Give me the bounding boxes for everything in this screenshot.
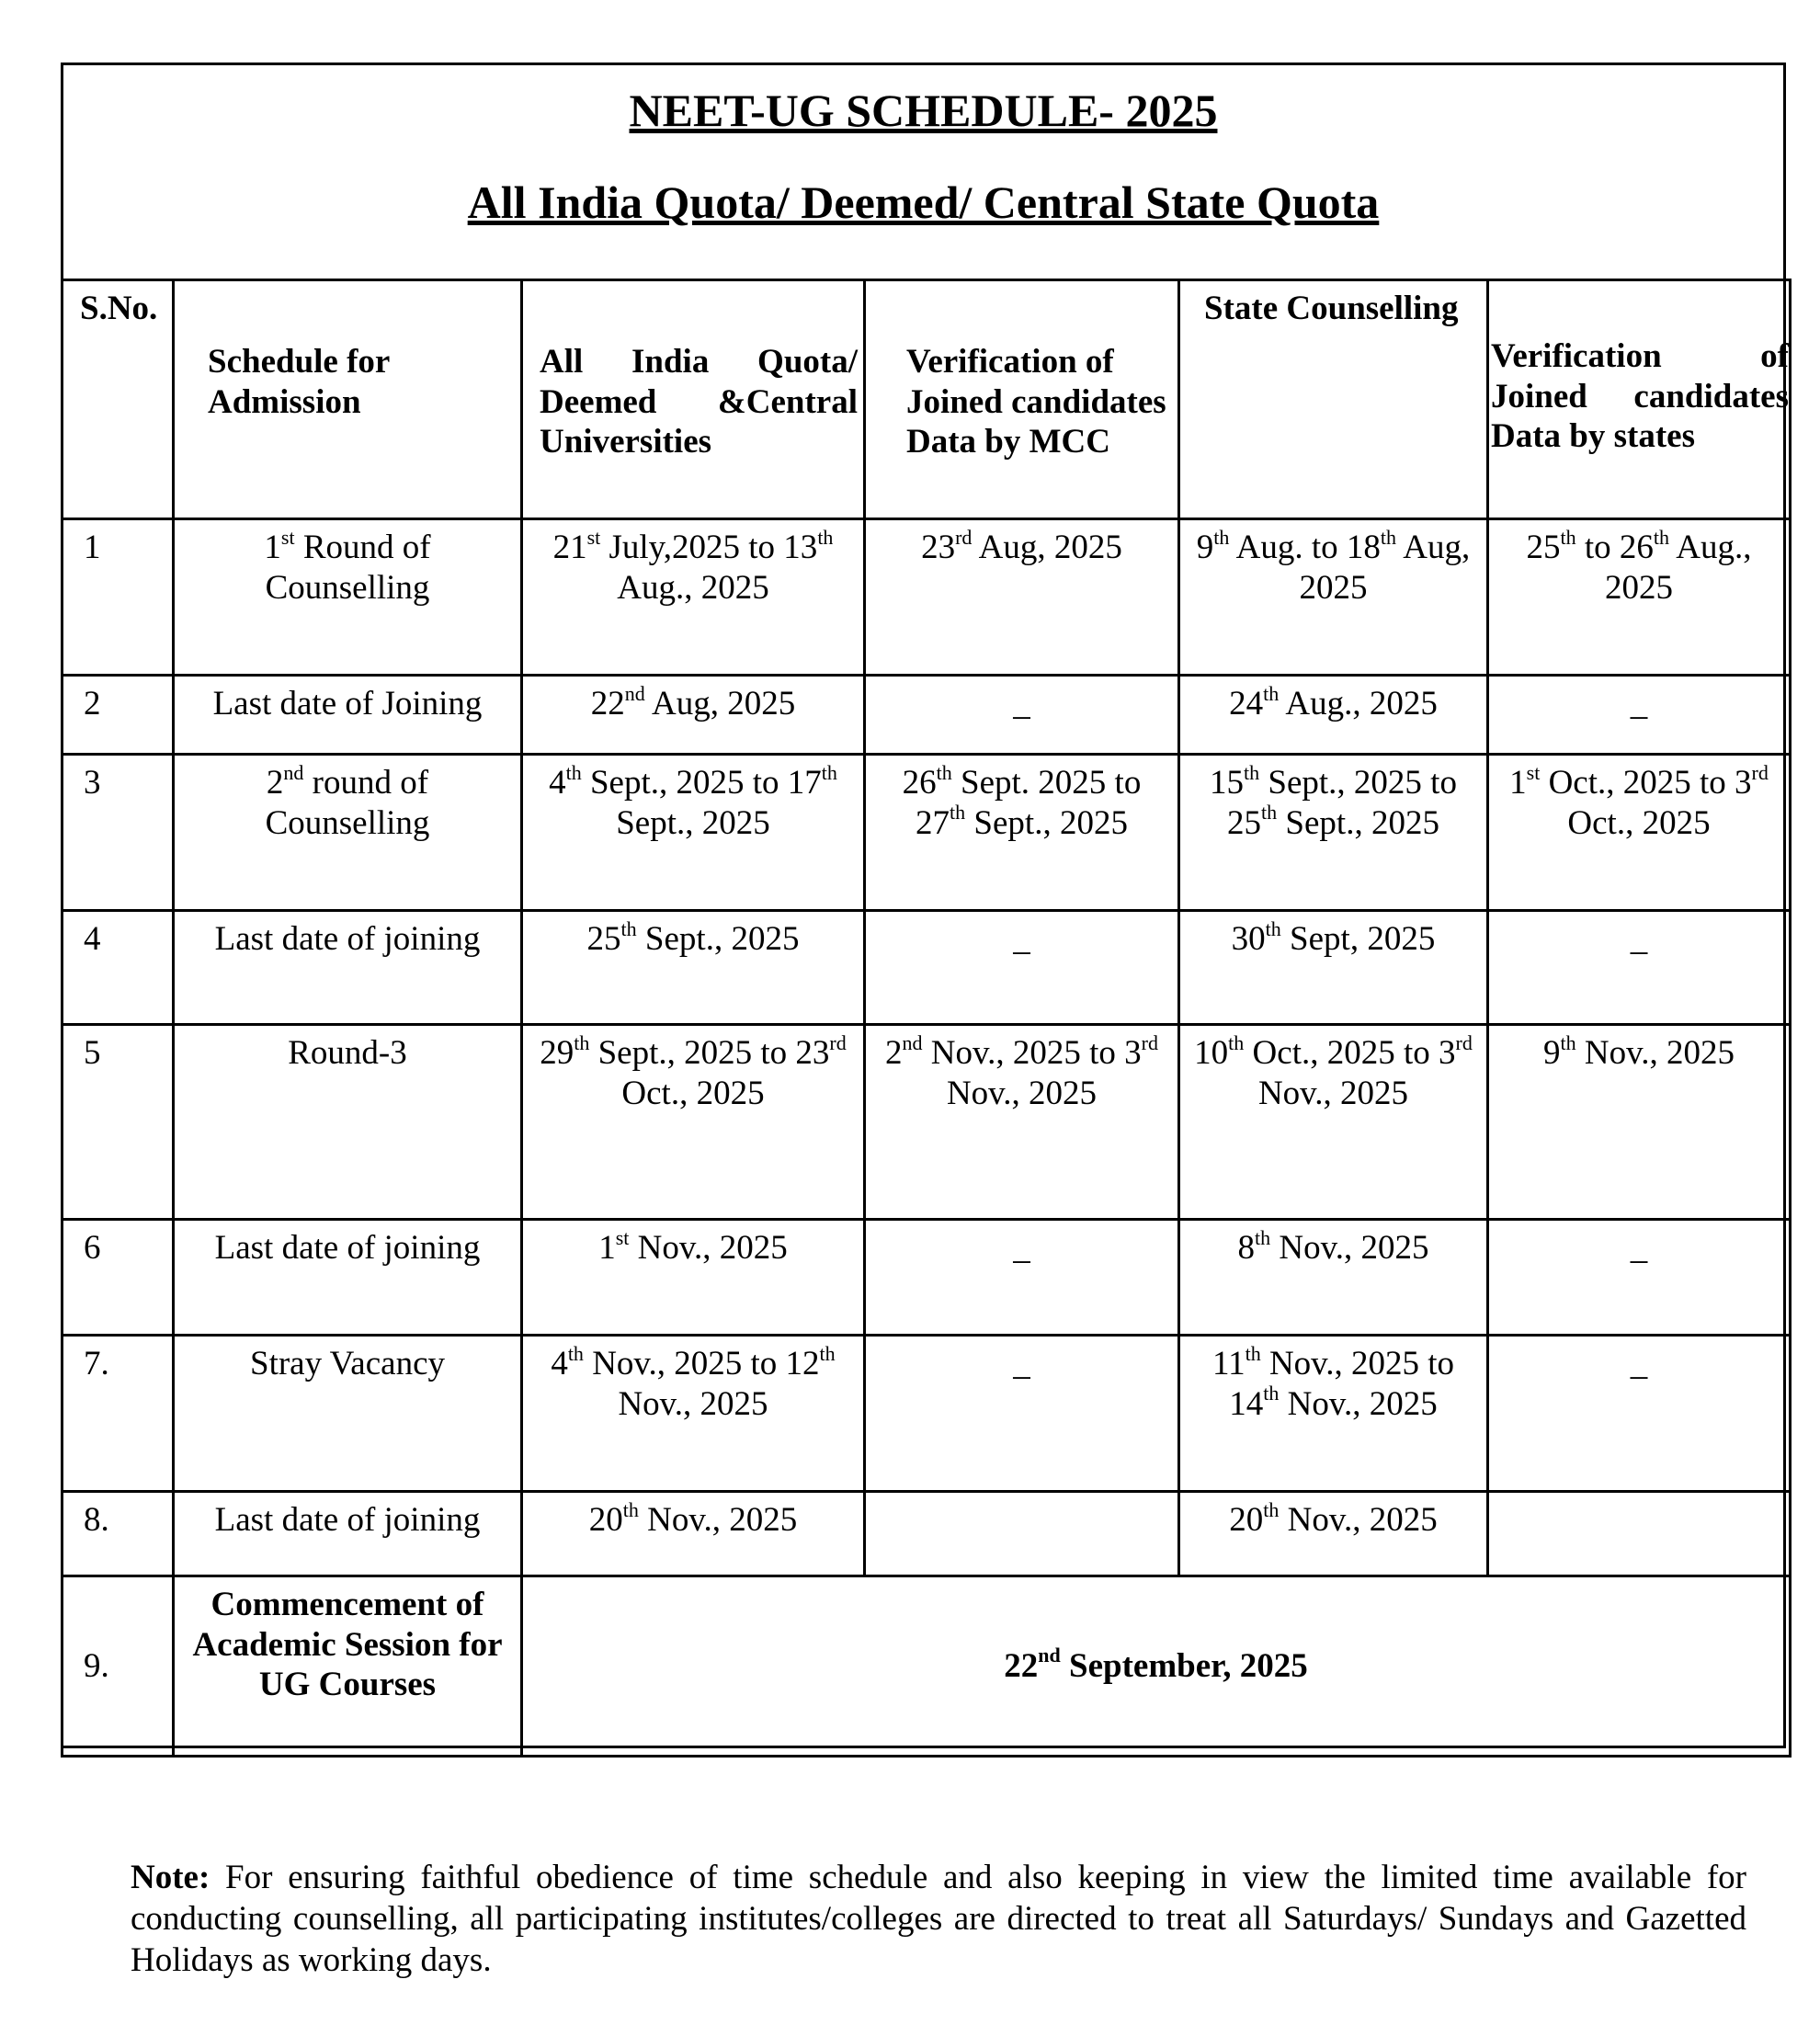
cell-schedule: 1st Round of Counselling bbox=[174, 519, 522, 676]
cell-state: 30th Sept, 2025 bbox=[1179, 911, 1488, 1025]
cell-state: 20th Nov., 2025 bbox=[1179, 1492, 1488, 1576]
cell-aiq: 25th Sept., 2025 bbox=[522, 911, 865, 1025]
cell-aiq: 4th Nov., 2025 to 12th Nov., 2025 bbox=[522, 1336, 865, 1492]
header-mcc: Verification of Joined candidates Data by MCC bbox=[865, 280, 1179, 519]
cell-sno: 8. bbox=[63, 1492, 174, 1576]
cell-state: 10th Oct., 2025 to 3rd Nov., 2025 bbox=[1179, 1025, 1488, 1220]
cell-sno: 9. bbox=[63, 1576, 174, 1757]
cell-schedule: Last date of joining bbox=[174, 1220, 522, 1336]
cell-schedule: Last date of joining bbox=[174, 911, 522, 1025]
cell-mcc: 23rd Aug, 2025 bbox=[865, 519, 1179, 676]
cell-sno: 5 bbox=[63, 1025, 174, 1220]
table-row bbox=[63, 676, 1791, 755]
cell-state: 11th Nov., 2025 to 14th Nov., 2025 bbox=[1179, 1336, 1488, 1492]
header-sno: S.No. bbox=[63, 280, 174, 519]
cell-state-verif: 1st Oct., 2025 to 3rd Oct., 2025 bbox=[1488, 755, 1791, 911]
cell-state: 8th Nov., 2025 bbox=[1179, 1220, 1488, 1336]
page-subtitle: All India Quota/ Deemed/ Central State Quota bbox=[467, 176, 1380, 228]
note-label: Note: bbox=[131, 1859, 210, 1896]
table-row bbox=[63, 519, 1791, 676]
cell-aiq: 29th Sept., 2025 to 23rd Oct., 2025 bbox=[522, 1025, 865, 1220]
cell-aiq: 4th Sept., 2025 to 17th Sept., 2025 bbox=[522, 755, 865, 911]
cell-sno: 4 bbox=[63, 911, 174, 1025]
cell-state-verif: _ bbox=[1488, 676, 1791, 755]
header-schedule: Schedule for Admission bbox=[174, 280, 522, 519]
cell-mcc: _ bbox=[865, 911, 1179, 1025]
cell-mcc bbox=[865, 1492, 1179, 1576]
table-row bbox=[63, 1336, 1791, 1492]
page-title: NEET-UG SCHEDULE- 2025 bbox=[629, 85, 1218, 136]
schedule-frame bbox=[61, 63, 1789, 1748]
cell-sno: 7. bbox=[63, 1336, 174, 1492]
table-header-row bbox=[63, 280, 1791, 519]
cell-schedule: Commencement of Academic Session for UG Courses bbox=[174, 1576, 522, 1757]
cell-mcc: 26th Sept. 2025 to 27th Sept., 2025 bbox=[865, 755, 1179, 911]
cell-schedule: Round-3 bbox=[174, 1025, 522, 1220]
table-row-final bbox=[63, 1576, 1791, 1757]
cell-aiq: 22nd Aug, 2025 bbox=[522, 676, 865, 755]
cell-state-verif: 25th to 26th Aug., 2025 bbox=[1488, 519, 1791, 676]
cell-state-verif: _ bbox=[1488, 1220, 1791, 1336]
cell-aiq: 21st July,2025 to 13th Aug., 2025 bbox=[522, 519, 865, 676]
cell-schedule: 2nd round of Counselling bbox=[174, 755, 522, 911]
note-text: For ensuring faithful obedience of time schedule and also keeping in view the limited time available for conducting counselling, all participating institutes/colleges are directed to treat all Saturdays/ Sundays and Gazetted Holidays as working days. bbox=[131, 1859, 1747, 1980]
cell-schedule: Stray Vacancy bbox=[174, 1336, 522, 1492]
cell-schedule: Last date of joining bbox=[174, 1492, 522, 1576]
cell-state-verif bbox=[1488, 1492, 1791, 1576]
note-paragraph bbox=[131, 1857, 1746, 1981]
cell-aiq: 1st Nov., 2025 bbox=[522, 1220, 865, 1336]
cell-aiq: 20th Nov., 2025 bbox=[522, 1492, 865, 1576]
cell-state: 9th Aug. to 18th Aug, 2025 bbox=[1179, 519, 1488, 676]
table-row bbox=[63, 755, 1791, 911]
table-row bbox=[63, 1025, 1791, 1220]
cell-state: 24th Aug., 2025 bbox=[1179, 676, 1488, 755]
table-row bbox=[63, 1220, 1791, 1336]
schedule-table bbox=[61, 279, 1792, 1758]
cell-schedule: Last date of Joining bbox=[174, 676, 522, 755]
cell-mcc: _ bbox=[865, 1220, 1179, 1336]
cell-state-verif: 9th Nov., 2025 bbox=[1488, 1025, 1791, 1220]
cell-sno: 1 bbox=[63, 519, 174, 676]
cell-state: 15th Sept., 2025 to 25th Sept., 2025 bbox=[1179, 755, 1488, 911]
header-state-verif: Verification of Joined candidates Data by states bbox=[1488, 280, 1791, 519]
cell-state-verif: _ bbox=[1488, 911, 1791, 1025]
cell-sno: 2 bbox=[63, 676, 174, 755]
cell-sno: 6 bbox=[63, 1220, 174, 1336]
cell-mcc: 2nd Nov., 2025 to 3rd Nov., 2025 bbox=[865, 1025, 1179, 1220]
header-aiq: All India Quota/ Deemed &Central Universities bbox=[522, 280, 865, 519]
cell-mcc: _ bbox=[865, 1336, 1179, 1492]
cell-mcc: _ bbox=[865, 676, 1179, 755]
table-row bbox=[63, 911, 1791, 1025]
header-state: State Counselling bbox=[1179, 280, 1488, 519]
cell-state-verif: _ bbox=[1488, 1336, 1791, 1492]
table-row bbox=[63, 1492, 1791, 1576]
cell-sno: 3 bbox=[63, 755, 174, 911]
cell-commencement-date: 22nd September, 2025 bbox=[522, 1576, 1791, 1757]
